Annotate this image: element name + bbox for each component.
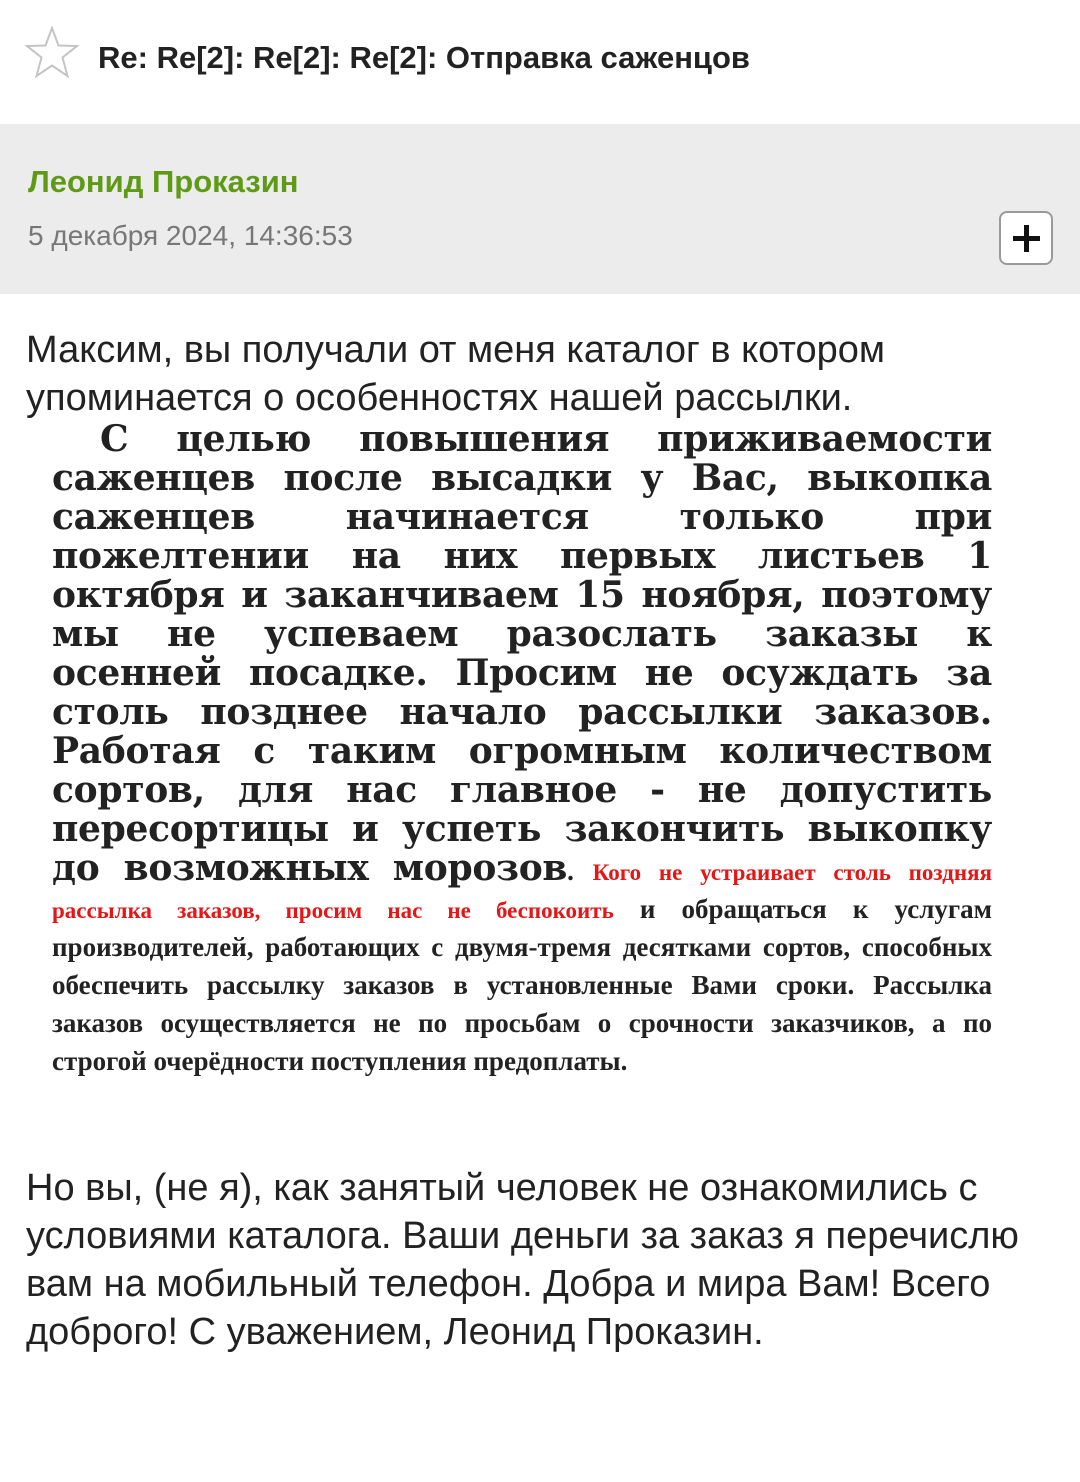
message-header: [0, 124, 1080, 294]
star-outline-icon[interactable]: [24, 26, 80, 80]
message-closing-paragraph: Но вы, (не я), как занятый человек не ознакомились с условиями каталога. Ваши деньги за заказ я перечислю вам на мобильный телефон. Добра и мира Вам! Всего доброго! С уважением, Леонид Проказин.: [26, 1167, 1019, 1353]
sender-name[interactable]: Леонид Проказин: [28, 164, 299, 199]
quote-period: .: [567, 856, 574, 886]
message-intro-paragraph: Максим, вы получали от меня каталог в котором упоминается о особенностях нашей рассылки.: [26, 329, 885, 419]
expand-details-button[interactable]: [999, 211, 1053, 265]
message-date: 5 декабря 2024, 14:36:53: [28, 220, 353, 251]
message-subject: Re: Re[2]: Re[2]: Re[2]: Отправка саженцов: [98, 40, 750, 75]
message-subject-bar: [0, 0, 1080, 124]
quoted-catalog-text: [52, 418, 993, 1080]
quote-red-warning: Кого не устраивает столь поздняя рассылка заказов, просим нас не беспокоить: [52, 860, 993, 923]
quote-tail-text: и обращаться к услугам производителей, работающих с двумя-тремя десятками сортов, способных обеспечить рассылку заказов в установленные Вами сроки. Рассылка заказов осуществляется не по просьбам о срочности заказчиков, а по строгой очерёдности поступления предоплаты.: [52, 894, 992, 1076]
quote-main-text: С целью повышения приживаемости саженцев после высадки у Вас, выкопка саженцев начинается только при пожелтении на них первых листьев 1 октября и заканчиваем 15 ноября, поэтому мы не успеваем разослать заказы к осенней посадке. Просим не осуждать за столь позднее начало рассылки заказов. Работая с таким огромным количеством сортов, для нас главное - не допустить пересортицы и успеть закончить выкопку до возможных морозов: [52, 418, 992, 889]
